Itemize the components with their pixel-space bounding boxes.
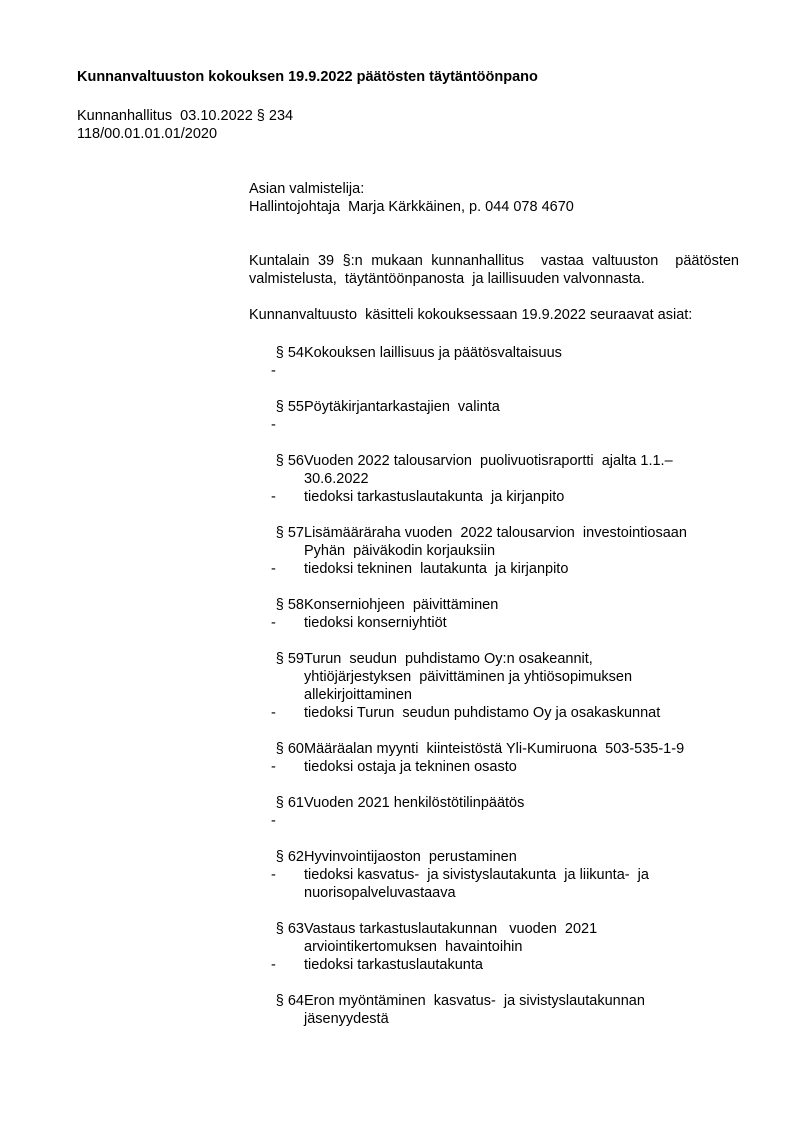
agenda-item-action: tiedoksi tekninen lautakunta ja kirjanpito [304,561,569,577]
agenda-item-action: tiedoksi kasvatus- ja sivistyslautakunta ja liikunta- ja [304,867,649,883]
agenda-item-title: Vastaus tarkastuslautakunnan vuoden 2021 [304,921,598,937]
action-dash: - [271,705,276,721]
action-dash: - [271,417,276,433]
agenda-item-action: tiedoksi tarkastuslautakunta ja kirjanpito [304,489,565,505]
agenda-item [249,398,739,434]
agenda-item-title: jäsenyydestä [304,1011,389,1027]
agenda-section-number: § 61 [275,795,304,811]
preparer-label: Asian valmistelija: [249,181,365,197]
diary-number: 118/00.01.01.01/2020 [77,126,218,142]
action-dash: - [271,813,276,829]
agenda-item [249,794,739,830]
action-dash: - [271,867,276,883]
agenda-item-action [304,812,739,830]
intro-paragraph: Kuntalain 39 §:n mukaan kunnanhallitus vastaa valtuuston päätösten valmistelusta, täytäntöönpanosta ja laillisuuden valvonnasta. [249,253,744,287]
agenda-item-title: allekirjoittaminen [304,687,412,703]
agenda-item-title: Lisämääräraha vuoden 2022 talousarvion investointiosaan [304,525,687,541]
agenda-item-action [304,416,739,434]
agenda-item-title: Vuoden 2022 talousarvion puolivuotisraportti ajalta 1.1.– [304,453,673,469]
agenda-item-title: Konserniohjeen päivittäminen [304,597,499,613]
preparer-name: Hallintojohtaja Marja Kärkkäinen, p. 044 078 4670 [249,199,574,215]
action-dash: - [271,363,276,379]
agenda-item [249,524,739,578]
agenda-item-title: Vuoden 2021 henkilöstötilinpäätös [304,795,525,811]
agenda-item-action: nuorisopalveluvastaava [304,885,456,901]
agenda-item [249,650,739,722]
agenda-section-number: § 57 [275,525,304,541]
agenda-section-number: § 64 [275,993,304,1009]
agenda-item-title: Pyhän päiväkodin korjauksiin [304,543,496,559]
agenda-item [249,920,739,974]
agenda-section-number: § 60 [275,741,304,757]
agenda-item-title: Hyvinvointijaoston perustaminen [304,849,517,865]
agenda-item-title: Määräalan myynti kiinteistöstä Yli-Kumiruona 503-535-1-9 [304,741,685,757]
agenda-item [249,344,739,380]
agenda-item [249,740,739,776]
agenda-intro: Kunnanvaltuusto käsitteli kokouksessaan 19.9.2022 seuraavat asiat: [249,307,693,323]
agenda-item-title: arviointikertomuksen havaintoihin [304,939,523,955]
agenda-item-title: Eron myöntäminen kasvatus- ja sivistyslautakunnan [304,993,645,1009]
agenda-item-title: 30.6.2022 [304,471,369,487]
agenda-item [249,848,739,902]
agenda-item [249,596,739,632]
action-dash: - [271,561,276,577]
agenda-item-title: yhtiöjärjestyksen päivittäminen ja yhtiösopimuksen [304,669,633,685]
agenda-item-action: tiedoksi konserniyhtiöt [304,615,447,631]
action-dash: - [271,759,276,775]
action-dash: - [271,615,276,631]
agenda-item-title: Pöytäkirjantarkastajien valinta [304,399,500,415]
agenda-list [249,344,739,1028]
document-title: Kunnanvaltuuston kokouksen 19.9.2022 päätösten täytäntöönpano [77,69,538,85]
agenda-section-number: § 62 [275,849,304,865]
agenda-section-number: § 55 [275,399,304,415]
agenda-item-action: tiedoksi tarkastuslautakunta [304,957,483,973]
meeting-line: Kunnanhallitus 03.10.2022 § 234 [77,108,294,124]
agenda-item-action: tiedoksi ostaja ja tekninen osasto [304,759,517,775]
agenda-section-number: § 59 [275,651,304,667]
document-body [249,180,744,324]
agenda-section-number: § 63 [275,921,304,937]
agenda-item-title: Kokouksen laillisuus ja päätösvaltaisuus [304,345,562,361]
agenda-section-number: § 54 [275,345,304,361]
agenda-section-number: § 58 [275,597,304,613]
agenda-section-number: § 56 [275,453,304,469]
action-dash: - [271,957,276,973]
agenda-item [249,992,739,1028]
agenda-item-action: tiedoksi Turun seudun puhdistamo Oy ja osakaskunnat [304,705,661,721]
agenda-item [249,452,739,506]
meeting-reference [77,107,293,143]
agenda-item-title: Turun seudun puhdistamo Oy:n osakeannit, [304,651,593,667]
action-dash: - [271,489,276,505]
